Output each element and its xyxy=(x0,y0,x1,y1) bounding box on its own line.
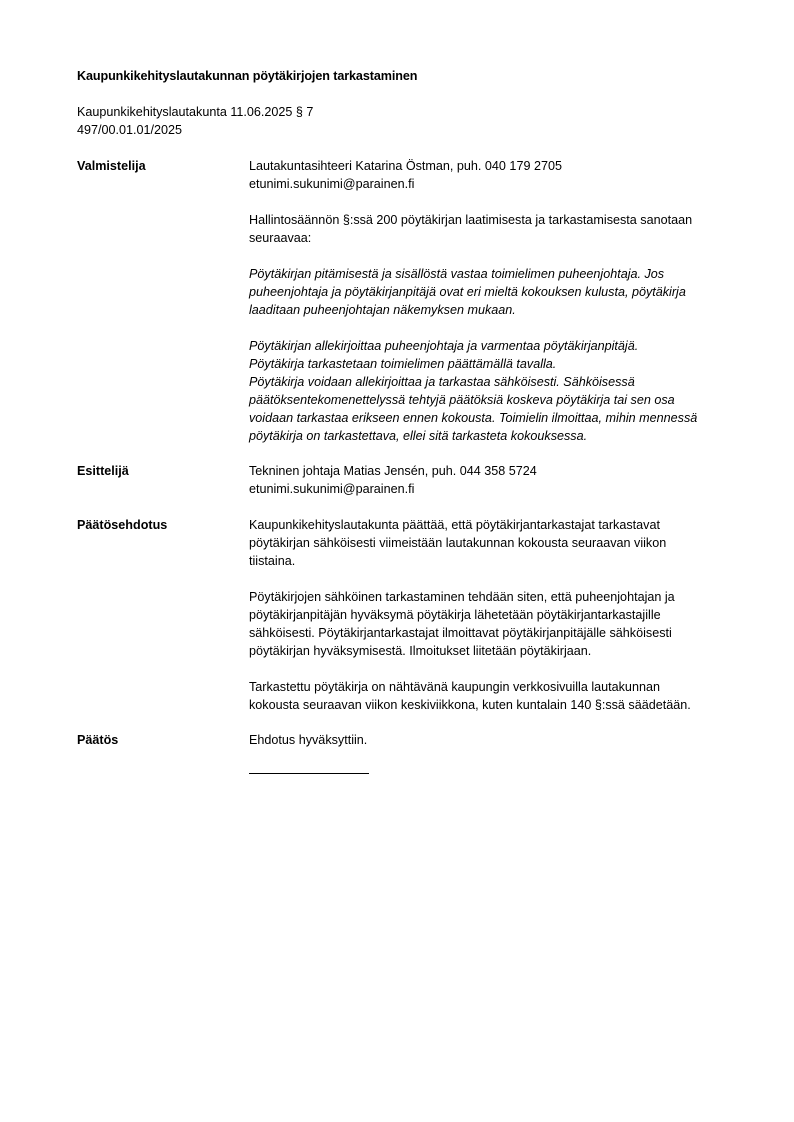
section-label: Päätös xyxy=(77,733,119,747)
text-line: voidaan tarkastaa erikseen ennen kokousta. Toimielin ilmoittaa, mihin mennessä xyxy=(249,411,698,425)
text-line: Pöytäkirja voidaan allekirjoittaa ja tarkastaa sähköisesti. Sähköisessä xyxy=(249,375,635,389)
text-line: pöytäkirjanpitäjän hyväksymä pöytäkirja lähetetään pöytäkirjantarkastajille xyxy=(249,608,661,622)
closing-rule xyxy=(249,773,369,774)
section-content xyxy=(249,731,739,774)
section-content xyxy=(249,516,739,714)
text-line: Pöytäkirjojen sähköinen tarkastaminen tehdään siten, että puheenjohtajan ja xyxy=(249,590,675,604)
text-line: pöytäkirja on tarkastettava, ellei sitä tarkasteta kokouksessa. xyxy=(249,429,588,443)
text-line: Pöytäkirjan allekirjoittaa puheenjohtaja ja varmentaa pöytäkirjanpitäjä. xyxy=(249,339,639,353)
document-title: Kaupunkikehityslautakunnan pöytäkirjojen tarkastaminen xyxy=(77,69,418,83)
text-line: kokousta seuraavan viikon keskiviikkona, kuten kuntalain 140 §:ssä säädetään. xyxy=(249,698,691,712)
preparer-email: etunimi.sukunimi@parainen.fi xyxy=(249,177,415,191)
text-line: pöytäkirjan sähköisesti viimeistään lautakunnan kokousta seuraavan viikon xyxy=(249,536,667,550)
text-line: laaditaan puheenjohtajan näkemyksen mukaan. xyxy=(249,303,516,317)
intro-paragraph xyxy=(249,211,739,247)
text-line: päätöksentekomenettelyssä tehtyjä päätöksiä koskeva pöytäkirja tai sen osa xyxy=(249,393,675,407)
section-content xyxy=(249,157,739,445)
proposal-paragraph-3 xyxy=(249,678,739,714)
text-line: Pöytäkirja tarkastetaan toimielimen päättämällä tavalla. xyxy=(249,357,557,371)
text-line: Kaupunkikehityslautakunta päättää, että pöytäkirjantarkastajat tarkastavat xyxy=(249,518,660,532)
text-line: Tarkastettu pöytäkirja on nähtävänä kaupungin verkkosivuilla lautakunnan xyxy=(249,680,660,694)
section-label: Valmistelija xyxy=(77,159,146,173)
case-number: 497/00.01.01/2025 xyxy=(77,123,183,137)
text-line: pöytäkirjan hyväksymisestä. Ilmoitukset liitetään pöytäkirjaan. xyxy=(249,644,592,658)
presenter-name-phone: Tekninen johtaja Matias Jensén, puh. 044 358 5724 xyxy=(249,464,537,478)
quote-paragraph-2 xyxy=(249,337,739,445)
text-line: tiistaina. xyxy=(249,554,296,568)
meeting-reference: Kaupunkikehityslautakunta 11.06.2025 § 7 xyxy=(77,105,314,119)
text-line: Hallintosäännön §:ssä 200 pöytäkirjan laatimisesta ja tarkastamisesta sanotaan xyxy=(249,213,693,227)
document-reference xyxy=(77,103,313,139)
text-line: puheenjohtaja ja pöytäkirjanpitäjä ovat eri mieltä kokouksen kulusta, pöytäkirja xyxy=(249,285,686,299)
text-line: seuraavaa: xyxy=(249,231,312,245)
section-label: Päätösehdotus xyxy=(77,518,168,532)
proposal-paragraph-2 xyxy=(249,588,739,660)
presenter-contact xyxy=(249,462,739,498)
section-content xyxy=(249,462,739,498)
section-label: Esittelijä xyxy=(77,464,129,478)
decision-text: Ehdotus hyväksyttiin. xyxy=(249,733,368,747)
proposal-paragraph-1 xyxy=(249,516,739,570)
text-line: sähköisesti. Pöytäkirjantarkastajat ilmoittavat pöytäkirjanpitäjälle sähköisesti xyxy=(249,626,672,640)
presenter-email: etunimi.sukunimi@parainen.fi xyxy=(249,482,415,496)
text-line: Pöytäkirjan pitämisestä ja sisällöstä vastaa toimielimen puheenjohtaja. Jos xyxy=(249,267,665,281)
preparer-contact xyxy=(249,157,739,193)
preparer-name-phone: Lautakuntasihteeri Katarina Östman, puh. 040 179 2705 xyxy=(249,159,562,173)
quote-paragraph-1 xyxy=(249,265,739,319)
